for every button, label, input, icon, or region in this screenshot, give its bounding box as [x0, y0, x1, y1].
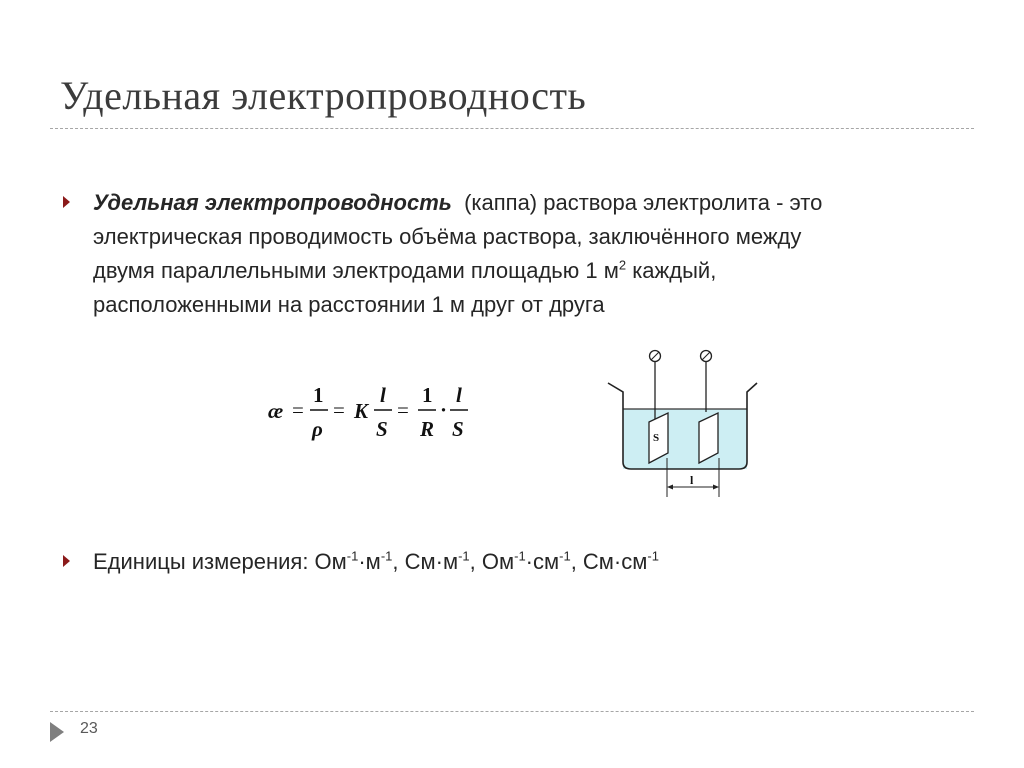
definition-term: Удельная электропроводность [93, 190, 452, 215]
length-l: l [380, 383, 386, 407]
definition-line-4: расположенными на расстоянии 1 м друг от друга [93, 292, 605, 317]
units-text: , Ом [469, 549, 515, 574]
numerator-one: 1 [313, 383, 324, 407]
title-divider [50, 128, 974, 129]
rho-symbol: ρ [312, 417, 323, 441]
conductivity-cell-diagram [600, 340, 760, 500]
length-l: l [456, 383, 462, 407]
superscript: -1 [647, 548, 659, 564]
definition-paragraph [93, 186, 822, 322]
page-number: 23 [80, 720, 98, 737]
footer-divider [50, 711, 974, 712]
superscript: -1 [380, 548, 393, 564]
units-text: ·м [358, 549, 381, 574]
superscript: 2 [618, 257, 627, 273]
equals-sign: = [333, 398, 345, 422]
definition-line-1: (каппа) раствора электролита - это [464, 190, 823, 215]
equals-sign: = [292, 398, 304, 422]
dot-operator: · [440, 398, 448, 422]
superscript: -1 [514, 548, 526, 564]
equals-sign: = [397, 398, 409, 422]
resistance-R: R [420, 417, 435, 441]
area-S: S [376, 417, 388, 441]
units-text: , См·м [392, 549, 459, 574]
units-text: Единицы измерения: Ом [93, 549, 347, 574]
distance-label: l [690, 473, 694, 487]
area-S: S [452, 417, 464, 441]
superscript: -1 [458, 548, 470, 564]
units-paragraph [93, 545, 659, 579]
definition-line-2: электрическая проводимость объёма раствора, заключённого между [93, 224, 802, 249]
units-text: ·см [525, 549, 560, 574]
slide-title: Удельная электропроводность [60, 73, 587, 118]
numerator-one: 1 [422, 383, 433, 407]
bullet-arrow-icon [63, 196, 70, 208]
definition-line-3-end: каждый, [626, 258, 717, 283]
cell-constant-K: K [354, 399, 369, 423]
footer-arrow-icon [50, 722, 64, 742]
kappa-symbol: æ [268, 399, 284, 423]
electrolyte-solution [623, 409, 747, 469]
bullet-arrow-icon [63, 555, 70, 567]
plate-area-label: S [653, 432, 660, 444]
definition-line-3: двумя параллельными электродами площадью 1 м [93, 258, 619, 283]
units-text: , См·см [570, 549, 648, 574]
conductivity-formula [266, 378, 476, 444]
superscript: -1 [346, 548, 359, 564]
superscript: -1 [559, 548, 571, 564]
